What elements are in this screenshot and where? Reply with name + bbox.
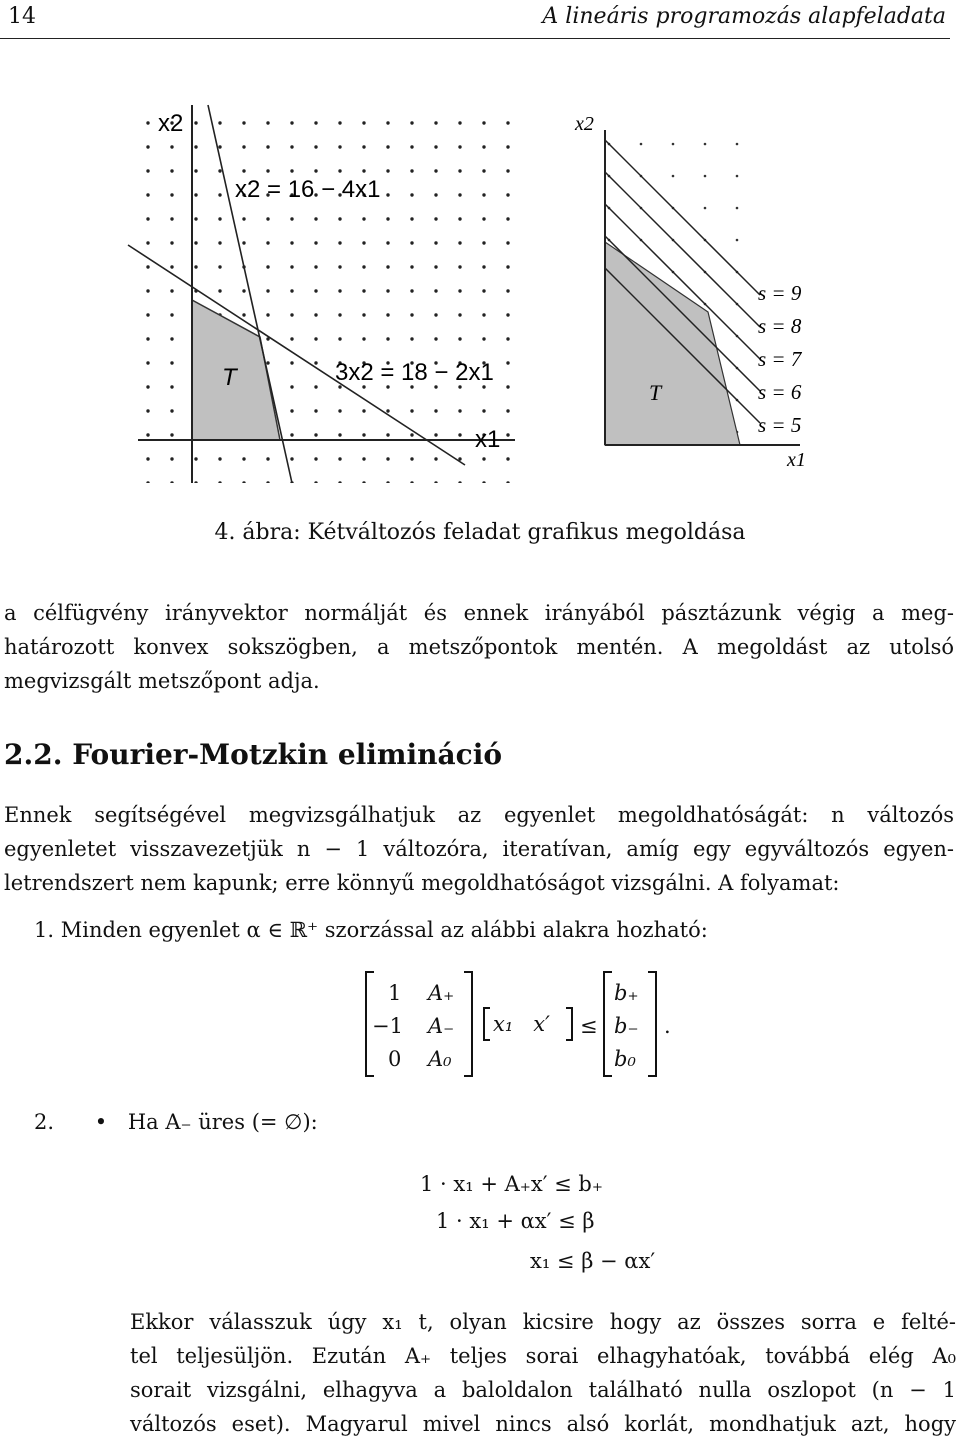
equation: 1 · x₁ + A₊x′ ≤ b₊ bbox=[420, 1172, 603, 1196]
level-label-6: s = 6 bbox=[758, 380, 802, 404]
paragraph-line: Ennek segítségével megvizsgálhatjuk az egyenlet megoldhatóságát: n változós bbox=[4, 803, 954, 827]
matrix-inequality bbox=[360, 968, 700, 1083]
paragraph-line: megvizsgált metszőpont adja. bbox=[4, 669, 320, 693]
relation-sign: ≤ bbox=[580, 1014, 598, 1038]
equation: 1 · x₁ + αx′ ≤ β bbox=[436, 1209, 595, 1233]
paragraph-2 bbox=[4, 798, 954, 900]
x-axis-label: x1 bbox=[787, 449, 806, 471]
paragraph-line: határozott konvex sokszögben, a metszőpontok mentén. A megoldást az utolsó bbox=[4, 635, 954, 659]
paragraph-line: letrendszert nem kapunk; erre könnyű megoldhatóságot vizsgálni. A folyamat: bbox=[4, 871, 840, 895]
line2-label: 3x2 = 18 − 2x1 bbox=[335, 359, 494, 386]
item-text: Ha A₋ üres (= ∅): bbox=[127, 1110, 318, 1134]
list-item-1 bbox=[34, 918, 708, 942]
level-label-8: s = 8 bbox=[758, 314, 802, 338]
rhs-cell: b₊ bbox=[614, 981, 639, 1005]
right-graph bbox=[565, 100, 825, 480]
paragraph-line: sorait vizsgálni, elhagyva a baloldalon található nulla oszlopot (n − 1 bbox=[130, 1378, 956, 1402]
period: . bbox=[664, 1014, 671, 1038]
paragraph-3 bbox=[130, 1305, 956, 1441]
equation: x₁ ≤ β − αx′ bbox=[530, 1249, 656, 1273]
left-graph bbox=[120, 95, 520, 485]
list-item-2 bbox=[34, 1110, 318, 1134]
page-number: 14 bbox=[8, 4, 36, 29]
section-heading: 2.2. Fourier-Motzkin elimináció bbox=[4, 738, 503, 771]
rhs-cell: b₀ bbox=[614, 1047, 636, 1071]
paragraph-line: Ekkor válasszuk úgy x₁ t, olyan kicsire hogy az összes sorra e felté- bbox=[130, 1310, 956, 1334]
rhs-cell: b₋ bbox=[614, 1014, 639, 1038]
paragraph-line: tel teljesüljön. Ezután A₊ teljes sorai elhagyhatóak, továbbá elég A₀ bbox=[130, 1344, 956, 1368]
line1-label: x2 = 16 − 4x1 bbox=[235, 176, 381, 203]
item-text: Minden egyenlet α ∈ ℝ⁺ szorzással az alábbi alakra hozható: bbox=[60, 918, 708, 942]
region-label: T bbox=[649, 380, 662, 405]
y-axis-label: x2 bbox=[158, 110, 184, 137]
y-axis-label: x2 bbox=[575, 113, 594, 135]
paragraph-1 bbox=[4, 596, 954, 698]
x-axis-label: x1 bbox=[475, 426, 501, 453]
figure-caption: 4. ábra: Kétváltozós feladat grafikus megoldása bbox=[214, 520, 746, 545]
paragraph-line: változós eset). Magyarul mivel nincs alsó korlát, mondhatjuk azt, hogy bbox=[130, 1412, 956, 1436]
page-header bbox=[0, 0, 950, 39]
variable-vector: x₁ x′ bbox=[493, 1012, 550, 1036]
item-number: 2. bbox=[34, 1110, 55, 1134]
matrix-cell: 1 bbox=[388, 981, 402, 1005]
matrix-cell: A₊ bbox=[428, 981, 455, 1005]
item-number: 1. bbox=[34, 918, 55, 942]
matrix-cell: 0 bbox=[388, 1047, 402, 1071]
level-label-5: s = 5 bbox=[758, 413, 802, 437]
level-label-9: s = 9 bbox=[758, 281, 802, 305]
running-title: A lineáris programozás alapfeladata bbox=[542, 4, 946, 29]
bullet-icon: • bbox=[94, 1110, 108, 1134]
matrix-cell: −1 bbox=[372, 1014, 403, 1038]
paragraph-line: a célfügvény irányvektor normálját és ennek irányából pásztázunk végig a meg- bbox=[4, 601, 954, 625]
paragraph-line: egyenletet visszavezetjük n − 1 változóra, iteratívan, amíg egy egyváltozós egyen- bbox=[4, 837, 954, 861]
matrix-cell: A₀ bbox=[428, 1047, 452, 1071]
region-label: T bbox=[222, 364, 237, 391]
level-label-7: s = 7 bbox=[758, 347, 802, 371]
matrix-cell: A₋ bbox=[428, 1014, 455, 1038]
